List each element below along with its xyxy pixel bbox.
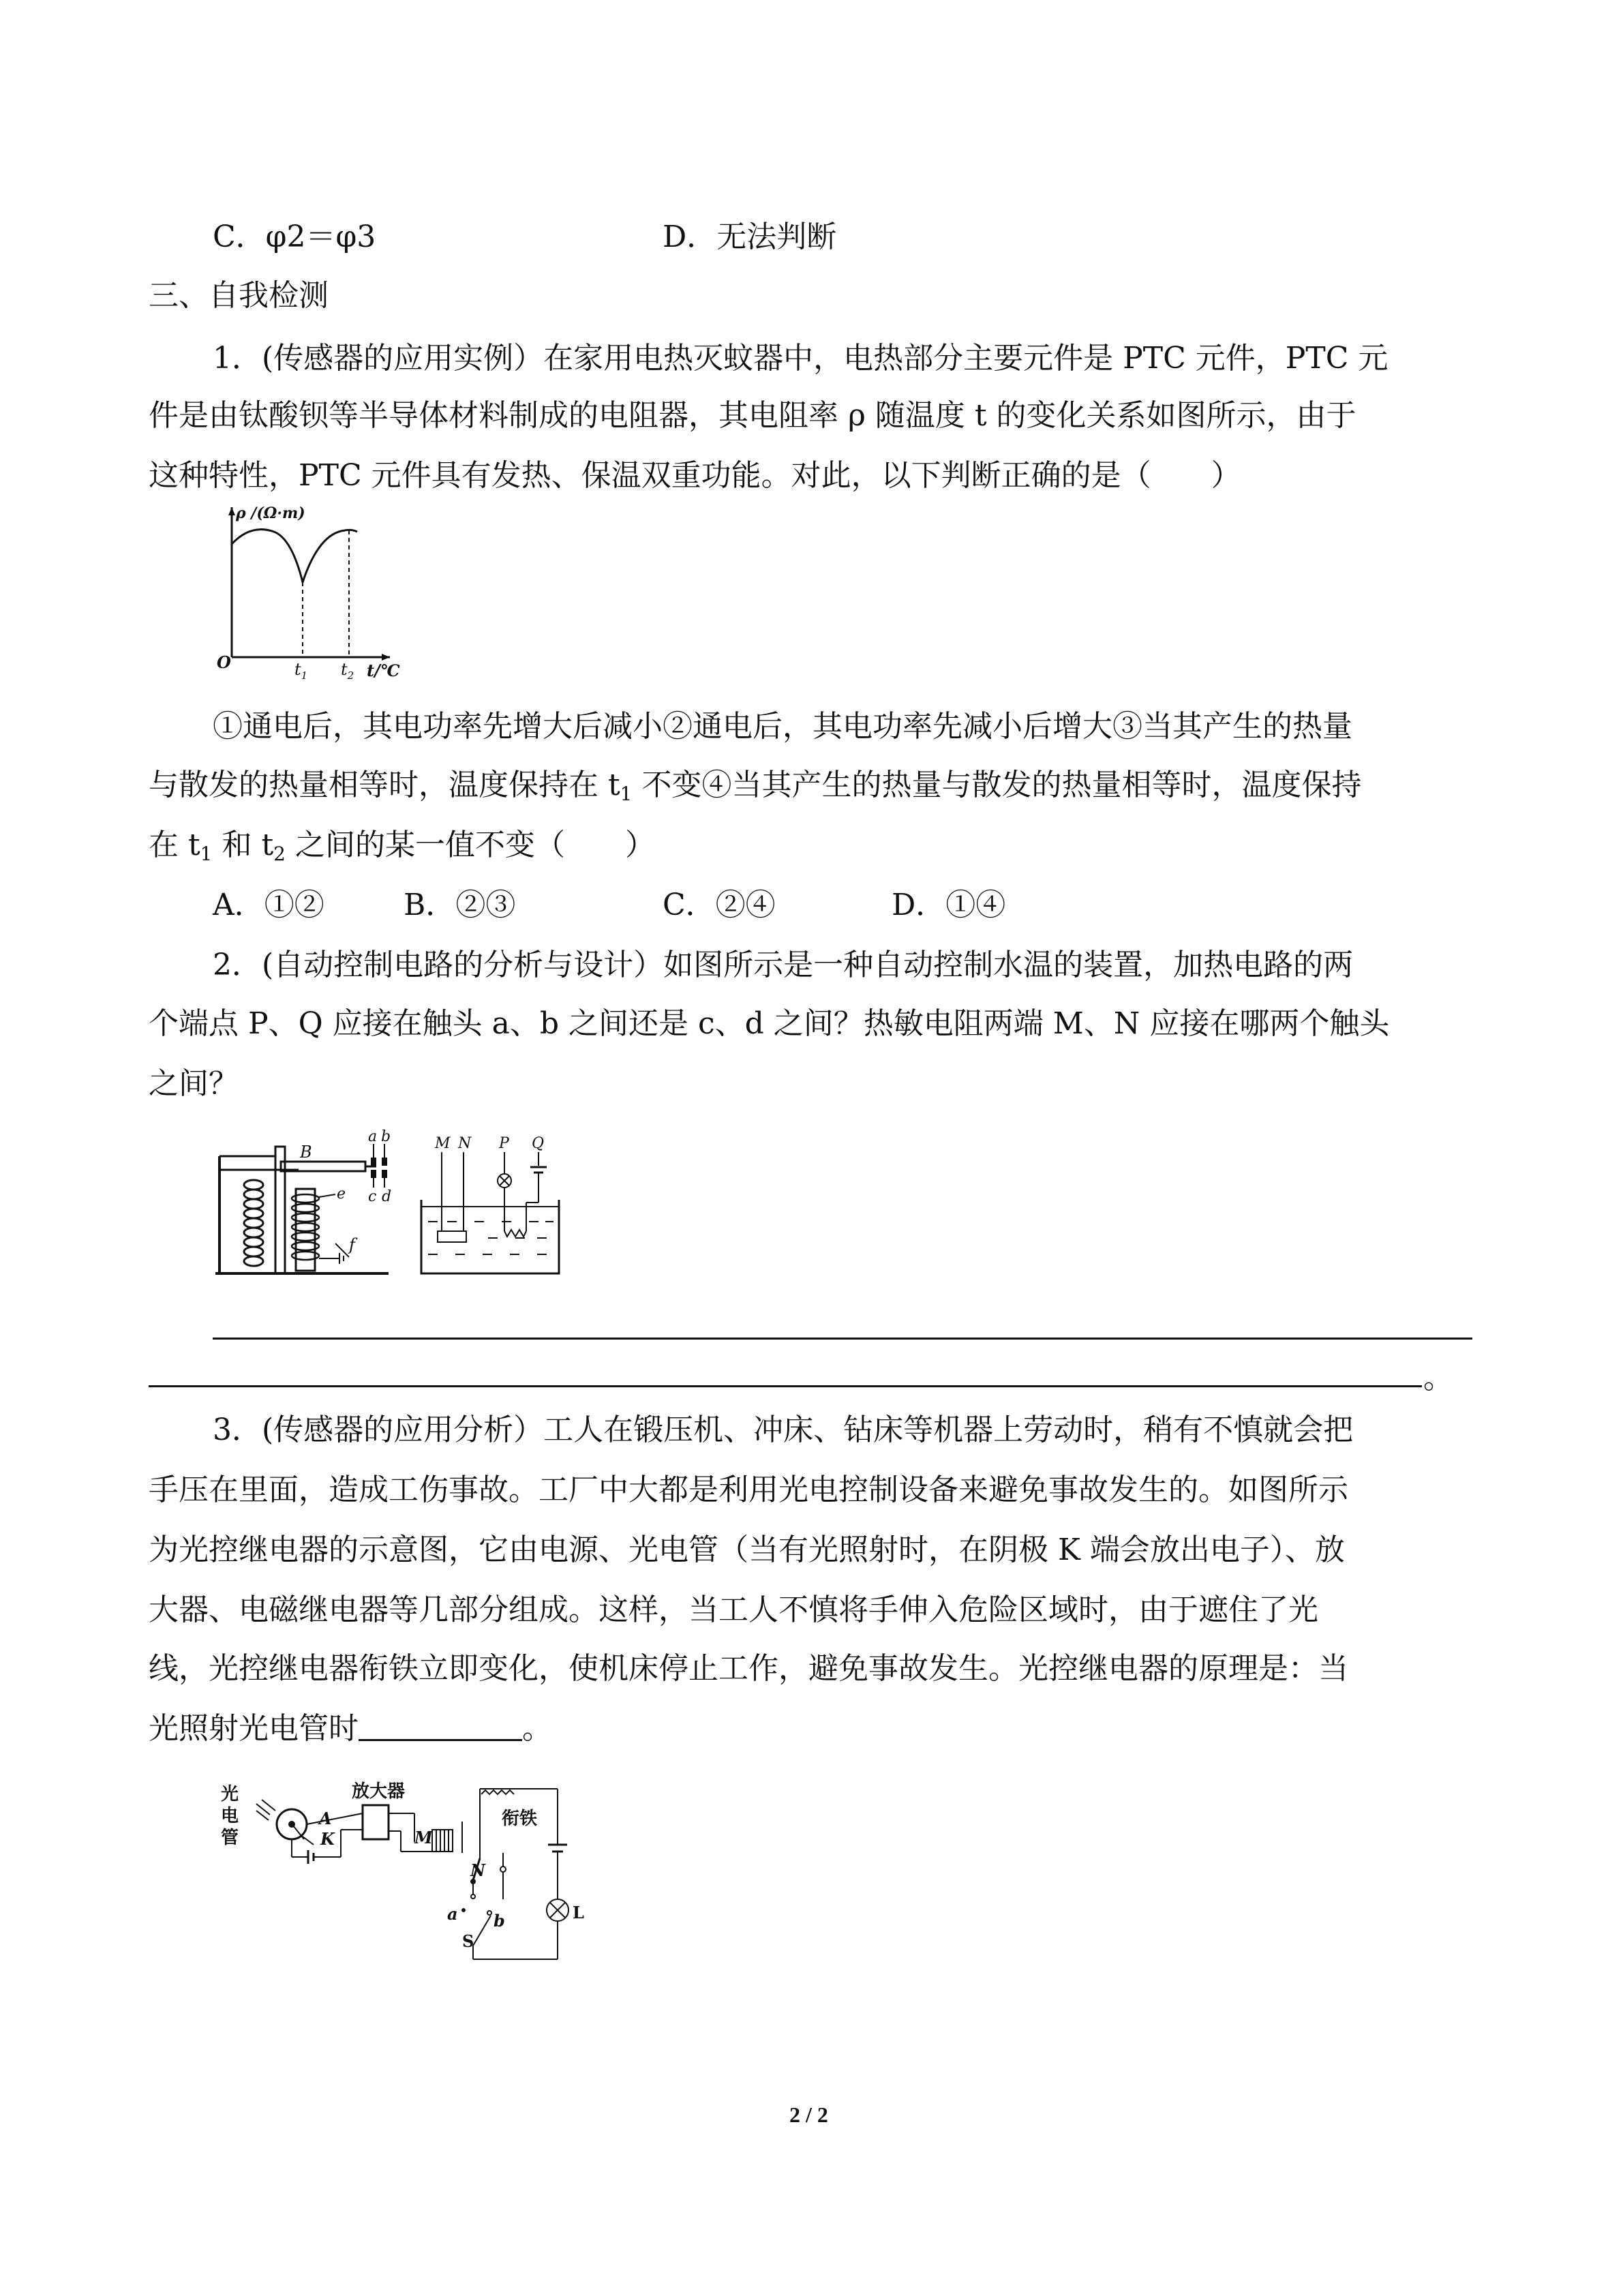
- graph-t2-label: $t_2$: [341, 660, 354, 682]
- option-c-prev: C．φ2＝φ3: [213, 220, 376, 254]
- q1-statement-line-1: ①通电后，其电功率先增大后减小②通电后，其电功率先减小后增大③当其产生的热量: [213, 709, 1352, 744]
- q2-stem-line-2: 个端点 P、Q 应接在触头 a、b 之间还是 c、d 之间？热敏电阻两端 M、N 应接在哪两个触头: [149, 1006, 1390, 1041]
- q2-answer-line-2: [149, 1385, 1422, 1387]
- label-tube-2: 电: [221, 1806, 239, 1826]
- q3-stem-line-4: 大器、电磁继电器等几部分组成。这样，当工人不慎将手伸入危险区域时，由于遮住了光: [149, 1592, 1318, 1627]
- q2-stem-line-1: 2．(自动控制电路的分析与设计）如图所示是一种自动控制水温的装置，加热电路的两: [213, 948, 1354, 982]
- q2-answer-end: 。: [1423, 1361, 1453, 1395]
- q1-stem-line-1: 1．(传感器的应用实例）在家用电热灭蚊器中，电热部分主要元件是 PTC 元件，PTC 元: [213, 341, 1389, 376]
- q2-stem-line-3: 之间？: [149, 1066, 239, 1101]
- q1-stem-line-3: 这种特性，PTC 元件具有发热、保温双重功能。对此，以下判断正确的是（ ）: [149, 458, 1241, 493]
- graph-origin: O: [217, 652, 231, 672]
- q1-option-a: A．①②: [213, 888, 324, 922]
- q1-option-d: D．①④: [892, 888, 1006, 922]
- label-N-3: N: [470, 1860, 485, 1880]
- q1-stem-line-2: 件是由钛酸钡等半导体材料制成的电阻器，其电阻率 ρ 随温度 t 的变化关系如图所示，由于: [149, 398, 1356, 433]
- page-number: 2 / 2: [789, 2102, 828, 2127]
- q3-stem-line-3: 为光控继电器的示意图，它由电源、光电管（当有光照射时，在阴极 K 端会放出电子）、放: [149, 1532, 1345, 1567]
- label-Q: Q: [532, 1135, 545, 1152]
- q3-stem-line-2: 手压在里面，造成工伤事故。工厂中大都是利用光电控制设备来避免事故发生的。如图所示: [149, 1472, 1348, 1507]
- label-b-3: b: [494, 1911, 505, 1931]
- label-S: S: [462, 1931, 474, 1951]
- q1-statement-line-2: 与散发的热量相等时，温度保持在 $t_1$ 不变④当其产生的热量与散发的热量相等时，温度保持: [149, 768, 1362, 805]
- q1-statement-line-3: 在 $t_1$ 和 $t_2$ 之间的某一值不变（ ）: [149, 828, 655, 865]
- label-N: N: [458, 1135, 472, 1152]
- graph-y-label: ρ /(Ω·m): [236, 504, 305, 522]
- label-a-3: a: [447, 1904, 458, 1924]
- option-d-prev: D．无法判断: [663, 220, 837, 254]
- section-title: 三、自我检测: [149, 278, 329, 313]
- label-armature: 衔铁: [502, 1809, 538, 1829]
- label-A: A: [319, 1809, 332, 1828]
- q3-answer-blank: [359, 1709, 522, 1741]
- graph-t1-label: $t_1$: [294, 660, 308, 682]
- label-M: M: [435, 1135, 451, 1152]
- label-f: f: [349, 1235, 355, 1254]
- label-M-3: M: [414, 1828, 433, 1847]
- label-b: b: [381, 1128, 391, 1145]
- q1-resistivity-graph: [211, 502, 400, 686]
- label-e: e: [337, 1185, 346, 1203]
- q2-relay-diagram: [215, 1129, 570, 1279]
- label-tube-1: 光: [221, 1784, 239, 1804]
- label-c: c: [368, 1188, 377, 1205]
- graph-x-label: t/℃: [367, 661, 400, 680]
- q3-photorelay-diagram: [217, 1777, 598, 1974]
- q3-stem-line-1: 3．(传感器的应用分析）工人在锻压机、冲床、钻床等机器上劳动时，稍有不慎就会把: [213, 1413, 1354, 1447]
- q3-stem-line-5: 线，光控继电器衔铁立即变化，使机床停止工作，避免事故发生。光控继电器的原理是：当: [149, 1651, 1348, 1686]
- label-K: K: [320, 1829, 335, 1849]
- q1-option-c: C．②④: [663, 888, 776, 922]
- label-amplifier: 放大器: [352, 1781, 406, 1802]
- label-a: a: [368, 1128, 378, 1145]
- label-d: d: [382, 1188, 392, 1205]
- label-B: B: [300, 1143, 312, 1162]
- label-P: P: [499, 1135, 509, 1152]
- label-tube-3: 管: [221, 1828, 239, 1848]
- q3-stem-line-6: 光照射光电管时 。: [149, 1708, 552, 1749]
- q2-answer-line-1: [213, 1338, 1472, 1340]
- q1-option-b: B．②③: [404, 888, 516, 922]
- label-L: L: [573, 1903, 584, 1922]
